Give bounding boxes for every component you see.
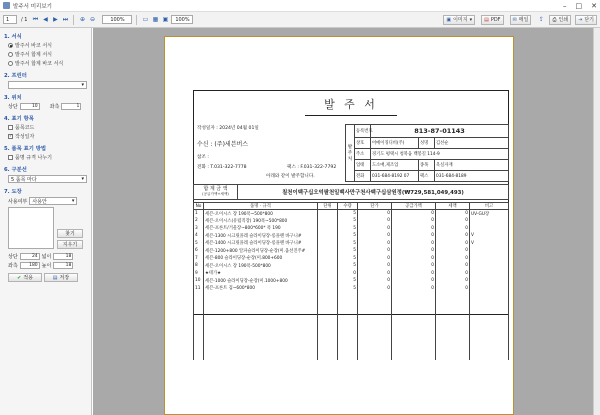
section-fields-title: 4. 표기 항목	[4, 116, 34, 122]
company-address: 경기도 평택시 청북읍 백봉길 114-9	[371, 149, 509, 160]
table-cell: 0	[358, 270, 392, 278]
table-cell	[318, 225, 338, 233]
check-icon: ✔	[17, 274, 22, 281]
zoom-out-icon[interactable]: ⊖	[89, 16, 95, 23]
table-cell: 0	[392, 210, 436, 218]
table-cell: 0	[436, 277, 470, 285]
table-cell	[470, 262, 509, 270]
table-cell: 9	[194, 270, 204, 278]
column-header: 단가	[358, 203, 392, 210]
table-cell: 0	[392, 247, 436, 255]
format-option-2[interactable]: 발주서 합계 서식	[8, 51, 87, 58]
table-cell: 세븐-오이시스 장 190폭-500*800	[204, 262, 318, 270]
item-code-checkbox[interactable]: 품목코드	[8, 124, 87, 131]
table-cell: 10	[194, 277, 204, 285]
table-cell	[318, 277, 338, 285]
save-icon: ▤	[52, 274, 58, 281]
table-cell: 0	[392, 277, 436, 285]
table-cell: 0	[392, 262, 436, 270]
table-row	[194, 210, 509, 218]
table-cell	[318, 270, 338, 278]
apply-button[interactable]: ✔ 적용	[8, 273, 42, 282]
zoom-input[interactable]: 100%	[102, 15, 132, 24]
company-name: 어메이징디비(주)	[371, 138, 419, 149]
table-row	[194, 240, 509, 248]
document-title: 발 주 서	[324, 98, 378, 111]
zoom-in-icon[interactable]: ⊕	[79, 16, 85, 23]
fit-page-icon[interactable]: ▣	[162, 16, 169, 23]
doc-fax: 팩스 : F.031-322-7792	[287, 165, 337, 170]
table-cell: 5	[338, 217, 358, 225]
doc-phone: 전화 : T.031-322-7778	[197, 165, 247, 170]
table-cell	[318, 240, 338, 248]
table-cell	[470, 217, 509, 225]
table-cell: 0	[338, 270, 358, 278]
table-cell: 0	[358, 225, 392, 233]
items-table	[193, 202, 509, 360]
chevron-down-icon: ▾	[81, 82, 84, 88]
mail-icon: ✉	[512, 16, 517, 23]
stamp-height-label: 높이	[41, 263, 52, 269]
table-cell	[470, 270, 509, 278]
table-row	[194, 225, 509, 233]
table-cell: 0	[436, 255, 470, 263]
exit-icon: ⇥	[578, 16, 583, 23]
table-cell: 4	[194, 232, 204, 240]
stamp-left-label: 좌측	[8, 263, 18, 269]
print-button[interactable]: ⎙ 인쇄	[549, 15, 571, 25]
empty-row	[194, 345, 509, 353]
doc-date: 작성일자 : 2024년 04월 01일	[197, 126, 259, 131]
prev-page-icon[interactable]: ◀	[43, 16, 48, 23]
table-row	[194, 255, 509, 263]
empty-row	[194, 307, 509, 315]
table-cell: 세븐-프론트 겸~600*800	[204, 285, 318, 293]
format-option-3[interactable]: 발주서 합계 바코 서식	[8, 60, 87, 67]
minimize-icon[interactable]: –	[563, 1, 567, 10]
close-icon[interactable]: ✕	[591, 1, 597, 10]
table-cell	[318, 217, 338, 225]
export-icon[interactable]: ⇪	[538, 16, 544, 23]
table-row	[194, 217, 509, 225]
table-cell: 0	[358, 210, 392, 218]
table-cell: 세븐-오이시스(유럽직장) 190폭~500*800	[204, 217, 318, 225]
chevron-down-icon: ▾	[81, 176, 84, 182]
empty-row	[194, 300, 509, 308]
title-underline	[305, 115, 397, 116]
table-cell: 0	[358, 285, 392, 293]
table-cell: V	[470, 240, 509, 248]
table-cell: 0	[392, 225, 436, 233]
table-cell: 세븐-1000 슬라이딩장-순장(미.1000+800	[204, 277, 318, 285]
table-cell: 0	[436, 225, 470, 233]
chevron-down-icon: ▾	[71, 198, 75, 204]
stamp-left-input[interactable]: 180	[20, 262, 40, 269]
vertical-scrollbar[interactable]	[593, 28, 600, 415]
table-cell: UV-GU장	[470, 210, 509, 218]
table-cell: 5	[194, 240, 204, 248]
zoom-percent[interactable]: 100%	[171, 15, 193, 24]
empty-row	[194, 337, 509, 345]
pdf-icon: ▤	[484, 16, 489, 23]
table-cell: 5	[338, 255, 358, 263]
left-label: 좌측	[49, 104, 60, 110]
column-header: 세액	[436, 203, 470, 210]
table-row	[194, 270, 509, 278]
table-cell	[318, 232, 338, 240]
format-option-1[interactable]: 발주서 바코 서식	[8, 42, 87, 49]
table-cell: 0	[358, 247, 392, 255]
toolbar	[0, 12, 600, 28]
table-cell: 2	[194, 217, 204, 225]
stamp-top-input[interactable]: 24	[20, 253, 40, 260]
table-cell: 5	[338, 210, 358, 218]
top-input[interactable]: 10	[20, 103, 40, 110]
maximize-icon[interactable]: □	[575, 1, 583, 10]
table-cell: 세븐-1200+800 알파슬라이딩장-순장(미.옵션진주#	[204, 247, 318, 255]
table-row	[194, 232, 509, 240]
table-cell: 0	[436, 210, 470, 218]
section-position-title: 3. 위치	[4, 95, 22, 101]
table-cell: 11	[194, 285, 204, 293]
chevron-down-icon: ▾	[469, 16, 473, 23]
table-cell: 1	[194, 210, 204, 218]
table-cell: 3	[194, 225, 204, 233]
table-cell: 0	[436, 240, 470, 248]
pdf-button[interactable]: ▤ PDF	[481, 15, 503, 25]
section-item-method-title: 5. 품목 표기 방법	[4, 146, 46, 152]
empty-row	[194, 315, 509, 323]
options-panel	[0, 28, 92, 415]
table-row	[194, 262, 509, 270]
column-header: 품명 · 규격	[204, 203, 318, 210]
stamp-height-input[interactable]: 18	[53, 262, 73, 269]
table-cell: 6	[194, 247, 204, 255]
page-number-input[interactable]: 1	[3, 15, 17, 24]
table-cell: 0	[358, 262, 392, 270]
doc-greeting: 아래와 같이 발주합니다.	[266, 174, 315, 179]
table-cell: 0	[358, 217, 392, 225]
app-icon	[3, 2, 10, 9]
stamp-use-select[interactable]: 사용안 ▾	[29, 197, 77, 205]
title-bar	[0, 0, 600, 12]
table-cell	[470, 225, 509, 233]
registration-number: 813-87-01143	[371, 125, 509, 138]
stamp-preview	[8, 207, 54, 249]
table-cell: 5	[338, 285, 358, 293]
doc-reference: 참조 :	[197, 155, 209, 160]
table-cell: 0	[392, 270, 436, 278]
table-cell: ★테가★	[204, 270, 318, 278]
table-cell: 5	[338, 247, 358, 255]
table-cell	[318, 247, 338, 255]
column-header: 수량	[338, 203, 358, 210]
supplier-table: 발주처 등록번호 813-87-01143 상호 어메이징디비(주) 성명 김선순 주소 경기도 평택시 청북읍 백봉길 114-9 업태 도소매,제조업 종목 욕실자재 전화 031-684-8192 07 팩스 031-684-8189	[345, 124, 509, 182]
stamp-width-input[interactable]: 18	[53, 253, 73, 260]
table-cell: 0	[392, 255, 436, 263]
table-cell: 0	[392, 217, 436, 225]
table-row	[194, 247, 509, 255]
supplier-label: 발주처	[346, 125, 355, 182]
date-checkbox[interactable]: ✓ 작성일자	[9, 134, 35, 140]
section-format-title: 1. 서식	[4, 34, 22, 40]
table-cell: 5	[338, 225, 358, 233]
mail-button[interactable]: ✉ 메일	[510, 15, 532, 25]
table-cell: 8	[194, 262, 204, 270]
table-cell	[470, 285, 509, 293]
table-cell: 세븐-1300 시크릿플레 슬라이딩장-롱플랜 바구니#	[204, 232, 318, 240]
stamp-use-label: 사용여부	[8, 198, 28, 205]
empty-row	[194, 292, 509, 300]
table-cell	[470, 277, 509, 285]
table-cell: 0	[358, 232, 392, 240]
table-cell: 0	[436, 232, 470, 240]
total-amount-row: 합 계 금 액 (공급가액+세액) 칠천이백구십오억팔천일백사만구천사백구십삼원정(₩729,581,049,493)	[193, 184, 509, 200]
window-title: 발주서 미리보기	[13, 3, 52, 10]
table-cell	[318, 255, 338, 263]
split-spec-checkbox[interactable]: 품명 규격 나누기	[8, 154, 87, 161]
printer-icon: ⎙	[552, 16, 557, 23]
find-button[interactable]: 찾기	[57, 229, 83, 238]
table-cell: 세븐-프론트/거울장~800*600* 폭 190	[204, 225, 318, 233]
total-label: 합 계 금 액	[203, 186, 228, 192]
table-cell: 0	[392, 240, 436, 248]
table-cell: 세븐-800 슬라이딩장-순장(미.800+600	[204, 255, 318, 263]
table-cell: V	[470, 232, 509, 240]
section-divider-title: 6. 구분선	[4, 167, 27, 173]
last-page-icon[interactable]: ⏭	[62, 15, 69, 23]
table-cell: 5	[338, 277, 358, 285]
image-button[interactable]: ▣ 이미지 ▾	[443, 15, 475, 25]
column-header: 공급가액	[392, 203, 436, 210]
table-row	[194, 285, 509, 293]
empty-row	[194, 330, 509, 338]
table-cell: 7	[194, 255, 204, 263]
total-amount: 칠천이백구십오억팔천일백사만구천사백구십삼원정(₩729,581,049,493)	[238, 185, 509, 200]
doc-recipient: 수신 : (주)세븐버스	[197, 141, 249, 148]
column-header: 비고	[470, 203, 509, 210]
table-cell: 0	[358, 240, 392, 248]
section-stamp-title: 7. 도장	[4, 189, 22, 195]
left-input[interactable]: 1	[61, 103, 81, 110]
stamp-width-label: 넓이	[41, 254, 52, 260]
table-cell: 5	[338, 232, 358, 240]
table-cell	[470, 247, 509, 255]
table-cell	[318, 285, 338, 293]
column-header: 단위	[318, 203, 338, 210]
column-header: No	[194, 203, 204, 210]
image-icon: ▣	[446, 16, 452, 23]
table-cell: 0	[436, 285, 470, 293]
first-page-icon[interactable]: ⏮	[32, 15, 39, 23]
table-cell: 0	[358, 255, 392, 263]
table-cell	[318, 262, 338, 270]
save-button[interactable]: ▤ 저장	[44, 273, 78, 282]
table-cell: 0	[392, 232, 436, 240]
table-cell: 0	[358, 277, 392, 285]
table-cell	[318, 210, 338, 218]
section-printer-title: 2. 프린터	[4, 73, 27, 79]
table-cell: 0	[436, 270, 470, 278]
top-label: 상단	[8, 104, 18, 110]
empty-row	[194, 352, 509, 360]
table-cell: 0	[392, 285, 436, 293]
divider-select[interactable]: 5 품목 마다 ▾	[8, 175, 87, 183]
table-row	[194, 277, 509, 285]
empty-row	[194, 322, 509, 330]
printer-select[interactable]	[8, 81, 87, 89]
table-cell: 세븐-1400 시크릿플레 슬라이딩장-롱플랜 바구니#	[204, 240, 318, 248]
table-cell: 0	[436, 247, 470, 255]
table-cell: 0	[436, 217, 470, 225]
table-cell: 5	[338, 262, 358, 270]
remove-button[interactable]: 지우기	[57, 240, 83, 249]
page-total: / 1	[21, 16, 28, 23]
ceo-name: 김선순	[435, 138, 509, 149]
multi-page-icon[interactable]: ▦	[152, 16, 159, 23]
table-cell: 0	[436, 262, 470, 270]
table-cell: 5	[338, 240, 358, 248]
single-page-icon[interactable]: ▭	[142, 16, 149, 23]
next-page-icon[interactable]: ▶	[53, 16, 58, 23]
close-button[interactable]: ⇥ 닫기	[575, 15, 597, 25]
stamp-top-label: 상단	[8, 254, 18, 260]
table-cell: 세븐-오이시스 장 190폭~500*800	[204, 210, 318, 218]
table-cell	[470, 255, 509, 263]
